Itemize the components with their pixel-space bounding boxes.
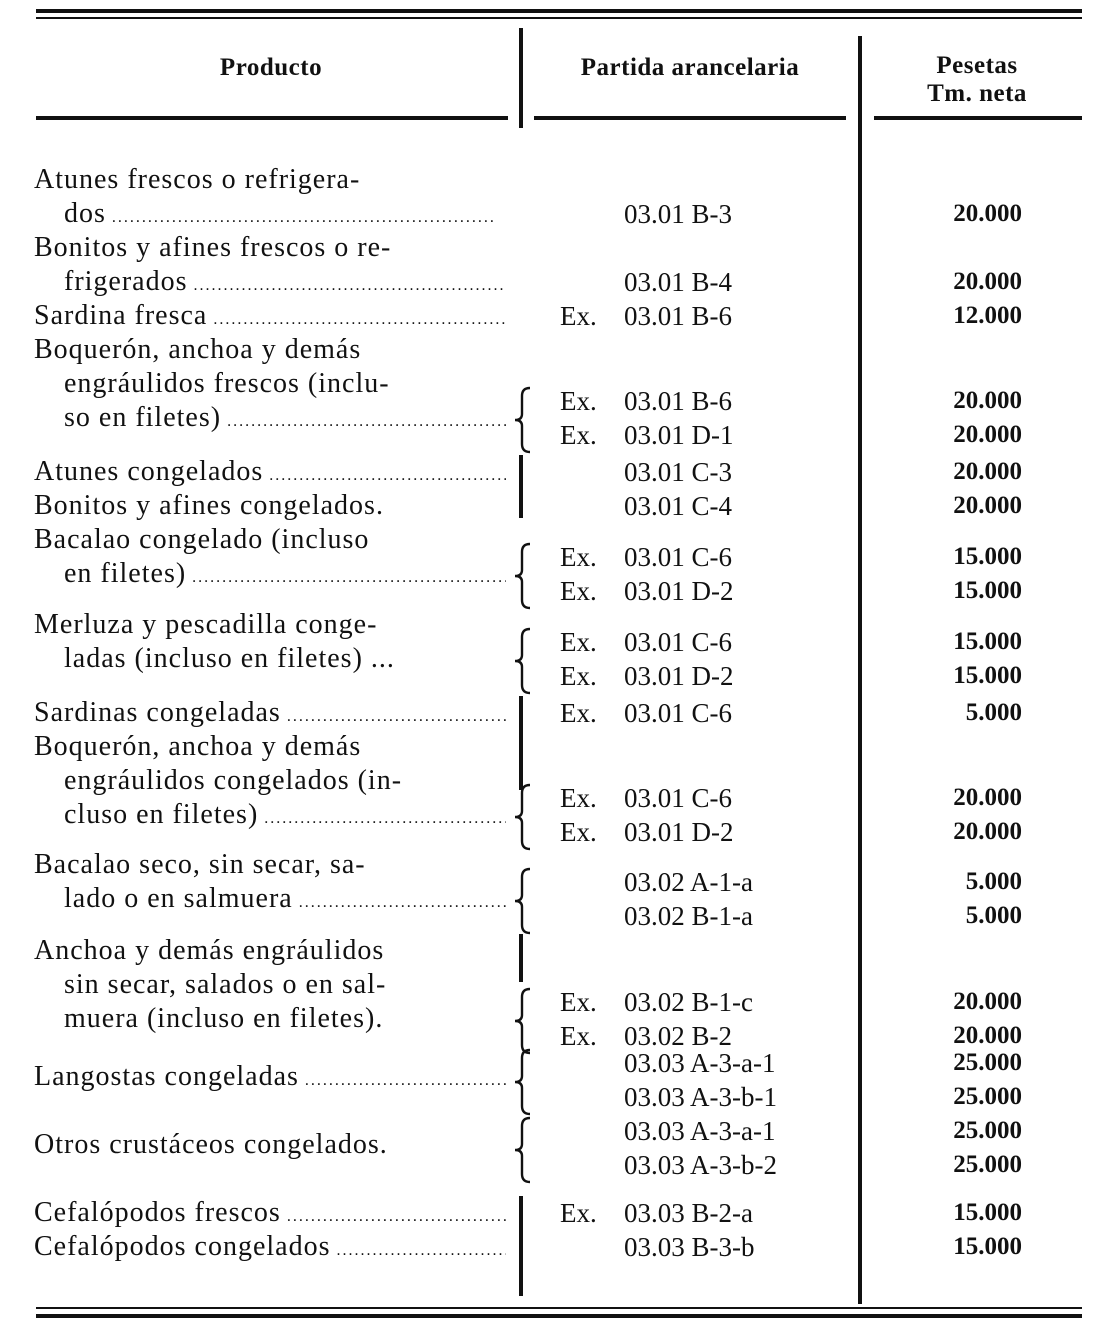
pesetas-value: 20.000 [953,784,1022,811]
pesetas-value: 20.000 [953,492,1022,519]
pesetas-value: 15.000 [953,543,1022,570]
tariff-code: 03.01 C-6 [624,627,732,657]
product-text: muera (incluso en filetes). [64,1003,384,1034]
product-line [34,231,506,265]
tariff-code-cell [0,384,860,418]
ex-prefix: Ex. [560,420,597,450]
tariff-code-cell [0,696,860,730]
tariff-code: 03.03 A-3-b-1 [624,1082,777,1112]
pesetas-value: 15.000 [953,662,1022,689]
pesetas-value: 20.000 [953,458,1022,485]
product-text: Cefalópodos frescos [34,1197,281,1228]
product-text: Cefalópodos congelados [34,1231,331,1262]
pesetas-value: 15.000 [953,628,1022,655]
tariff-code-cell [0,899,860,933]
ex-prefix: Ex. [560,542,597,572]
pesetas-value: 20.000 [953,421,1022,448]
pesetas-value: 15.000 [953,1199,1022,1226]
pesetas-value: 25.000 [953,1151,1022,1178]
product-text: Bonitos y afines congelados. [34,490,384,521]
product-line [34,730,506,764]
tariff-code-cell [0,815,860,849]
ex-prefix: Ex. [560,576,597,606]
bottom-rule-thin [36,1307,1082,1309]
brace-icon [510,1048,534,1116]
product-text: Bacalao seco, sin secar, sa- [34,849,366,880]
product-line [34,163,506,197]
pesetas-value: 15.000 [953,577,1022,604]
product-text: lado o en salmuera [64,883,293,914]
tariff-code-cell [0,197,860,231]
tariff-code: 03.02 B-1-a [624,901,753,931]
bottom-rule-thick [36,1314,1082,1318]
product-text: Atunes frescos o refrigera- [34,164,361,195]
product-text: en filetes) [64,558,187,589]
header-underline-producto [36,116,508,120]
tariff-code: 03.01 C-6 [624,698,732,728]
tariff-code: 03.01 C-3 [624,457,732,487]
product-text: Sardinas congeladas [34,697,281,728]
brace-icon [510,542,534,610]
header-underline-pesetas [874,116,1082,120]
tariff-code: 03.01 B-3 [624,199,732,229]
pesetas-value: 20.000 [953,988,1022,1015]
product-text: Boquerón, anchoa y demás [34,731,362,762]
ex-prefix: Ex. [560,987,597,1017]
pesetas-value: 20.000 [953,1022,1022,1049]
tariff-code: 03.01 B-4 [624,267,732,297]
tariff-code-cell [0,455,860,489]
product-text: Boquerón, anchoa y demás [34,334,362,365]
tariff-code: 03.01 C-4 [624,491,732,521]
tariff-code: 03.01 D-2 [624,576,734,606]
product-text: engráulidos congelados (in- [64,765,403,796]
header-pesetas-line2: Tm. neta [927,80,1027,107]
product-text: sin secar, salados o en sal- [64,969,387,1000]
tariff-code-cell [0,1046,860,1080]
tariff-code-cell [0,1148,860,1182]
ex-prefix: Ex. [560,661,597,691]
tariff-code: 03.01 C-6 [624,783,732,813]
brace-icon [510,386,534,454]
ex-prefix: Ex. [560,386,597,416]
header-producto: Producto [219,54,323,81]
pesetas-value: 5.000 [965,868,1022,895]
product-text: Sardina fresca [34,300,208,331]
tariff-code-cell [0,418,860,452]
pesetas-value: 5.000 [965,902,1022,929]
brace-icon [510,987,534,1055]
top-rule-thick [36,9,1082,13]
tariff-code: 03.02 B-1-c [624,987,753,1017]
pesetas-value: 20.000 [953,387,1022,414]
pesetas-value: 25.000 [953,1049,1022,1076]
ex-prefix: Ex. [560,698,597,728]
pesetas-value: 15.000 [953,1233,1022,1260]
product-line [34,934,506,968]
ex-prefix: Ex. [560,301,597,331]
ex-prefix: Ex. [560,783,597,813]
tariff-code-cell [0,574,860,608]
tariff-code: 03.03 B-2-a [624,1198,753,1228]
tariff-code: 03.02 B-2 [624,1021,732,1051]
tariff-code-cell [0,299,860,333]
brace-icon [510,783,534,851]
ex-prefix: Ex. [560,627,597,657]
tariff-code: 03.01 D-2 [624,817,734,847]
pesetas-value: 20.000 [953,818,1022,845]
tariff-code: 03.01 C-6 [624,542,732,572]
tariff-code: 03.03 A-3-b-2 [624,1150,777,1180]
header-pesetas-line1: Pesetas [936,52,1018,79]
product-text: ladas (incluso en filetes) ... [64,643,395,674]
tariff-code-cell [0,985,860,1019]
pesetas-value: 25.000 [953,1083,1022,1110]
pesetas-value: 5.000 [965,699,1022,726]
product-text: dos [64,198,106,229]
product-text: Atunes congelados [34,456,264,487]
column-separator-left-top [519,28,523,128]
tariff-code: 03.01 D-1 [624,420,734,450]
header-pesetas [872,52,1082,108]
brace-icon [510,1116,534,1184]
ex-prefix: Ex. [560,1021,597,1051]
product-text: Otros crustáceos congelados. [34,1129,388,1160]
tariff-code-cell [0,781,860,815]
tariff-code-cell [0,659,860,693]
product-text: cluso en filetes) [64,799,259,830]
tariff-code: 03.03 A-3-a-1 [624,1048,776,1078]
tariff-code-cell [0,1196,860,1230]
ex-prefix: Ex. [560,1198,597,1228]
tariff-code: 03.01 B-6 [624,386,732,416]
tariff-code-cell [0,865,860,899]
tariff-code: 03.02 A-1-a [624,867,753,897]
tariff-code-cell [0,1080,860,1114]
product-text: Anchoa y demás engráulidos [34,935,385,966]
product-text: Merluza y pescadilla conge- [34,609,378,640]
pesetas-value: 20.000 [953,200,1022,227]
tariff-code-cell [0,489,860,523]
tariff-code: 03.03 B-3-b [624,1232,755,1262]
product-text: Bonitos y afines frescos o re- [34,232,392,263]
header-underline-partida [534,116,846,120]
tariff-code-cell [0,265,860,299]
product-line [34,333,506,367]
product-text: so en filetes) [64,402,222,433]
pesetas-value: 25.000 [953,1117,1022,1144]
product-text: engráulidos frescos (inclu- [64,368,390,399]
column-separator-left [519,934,523,982]
brace-icon [510,867,534,935]
product-text: frigerados [64,266,188,297]
tariff-code-cell [0,1230,860,1264]
tariff-code: 03.01 B-6 [624,301,732,331]
tariff-code-cell [0,540,860,574]
tariff-code-cell [0,625,860,659]
pesetas-value: 20.000 [953,268,1022,295]
tariff-code: 03.01 D-2 [624,661,734,691]
product-text: Bacalao congelado (incluso [34,524,370,555]
pesetas-value: 12.000 [953,302,1022,329]
product-text: Langostas congeladas [34,1061,299,1092]
header-partida-arancelaria: Partida arancelaria [580,54,800,81]
ex-prefix: Ex. [560,817,597,847]
tariff-code: 03.03 A-3-a-1 [624,1116,776,1146]
top-rule-thin [36,17,1082,19]
tariff-code-cell [0,1114,860,1148]
brace-icon [510,627,534,695]
